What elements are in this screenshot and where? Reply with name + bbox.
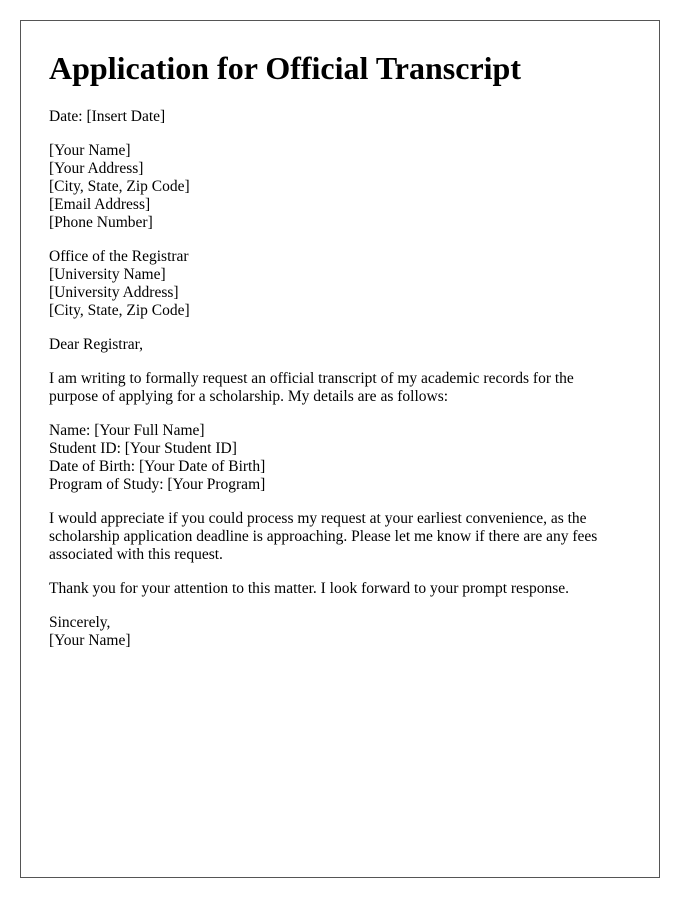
request-line: scholarship application deadline is approaching. Please let me know if there are any fees [49,528,598,545]
student-details-block [49,422,631,494]
intro-line: purpose of applying for a scholarship. My details are as follows: [49,388,449,405]
intro-line: I am writing to formally request an official transcript of my academic records for the [49,370,574,387]
intro-paragraph [49,370,631,406]
recipient-office: Office of the Registrar [49,248,189,265]
sender-name: [Your Name] [49,142,131,159]
thanks-paragraph [49,580,631,598]
request-line: associated with this request. [49,546,223,563]
closing-text: Sincerely, [49,614,111,631]
request-paragraph [49,510,631,564]
recipient-university: [University Name] [49,266,166,283]
request-line: I would appreciate if you could process my request at your earliest convenience, as the [49,510,587,527]
closing-block [49,614,631,650]
sender-city-state-zip: [City, State, Zip Code] [49,178,190,195]
recipient-address: [University Address] [49,284,179,301]
sender-email: [Email Address] [49,196,151,213]
date-line [49,108,631,126]
detail-date-of-birth: Date of Birth: [Your Date of Birth] [49,458,266,475]
detail-student-id: Student ID: [Your Student ID] [49,440,237,457]
salutation [49,336,631,354]
detail-name: Name: [Your Full Name] [49,422,205,439]
letter-title: Application for Official Transcript [49,50,521,86]
signature-text: [Your Name] [49,632,131,649]
recipient-address-block [49,248,631,320]
recipient-city-state-zip: [City, State, Zip Code] [49,302,190,319]
date-text: Date: [Insert Date] [49,108,166,125]
detail-program: Program of Study: [Your Program] [49,476,266,493]
sender-address-block [49,142,631,232]
salutation-text: Dear Registrar, [49,336,144,353]
thanks-text: Thank you for your attention to this matter. I look forward to your prompt response. [49,580,570,597]
sender-phone: [Phone Number] [49,214,153,231]
sender-address: [Your Address] [49,160,144,177]
letter-page [20,20,660,878]
